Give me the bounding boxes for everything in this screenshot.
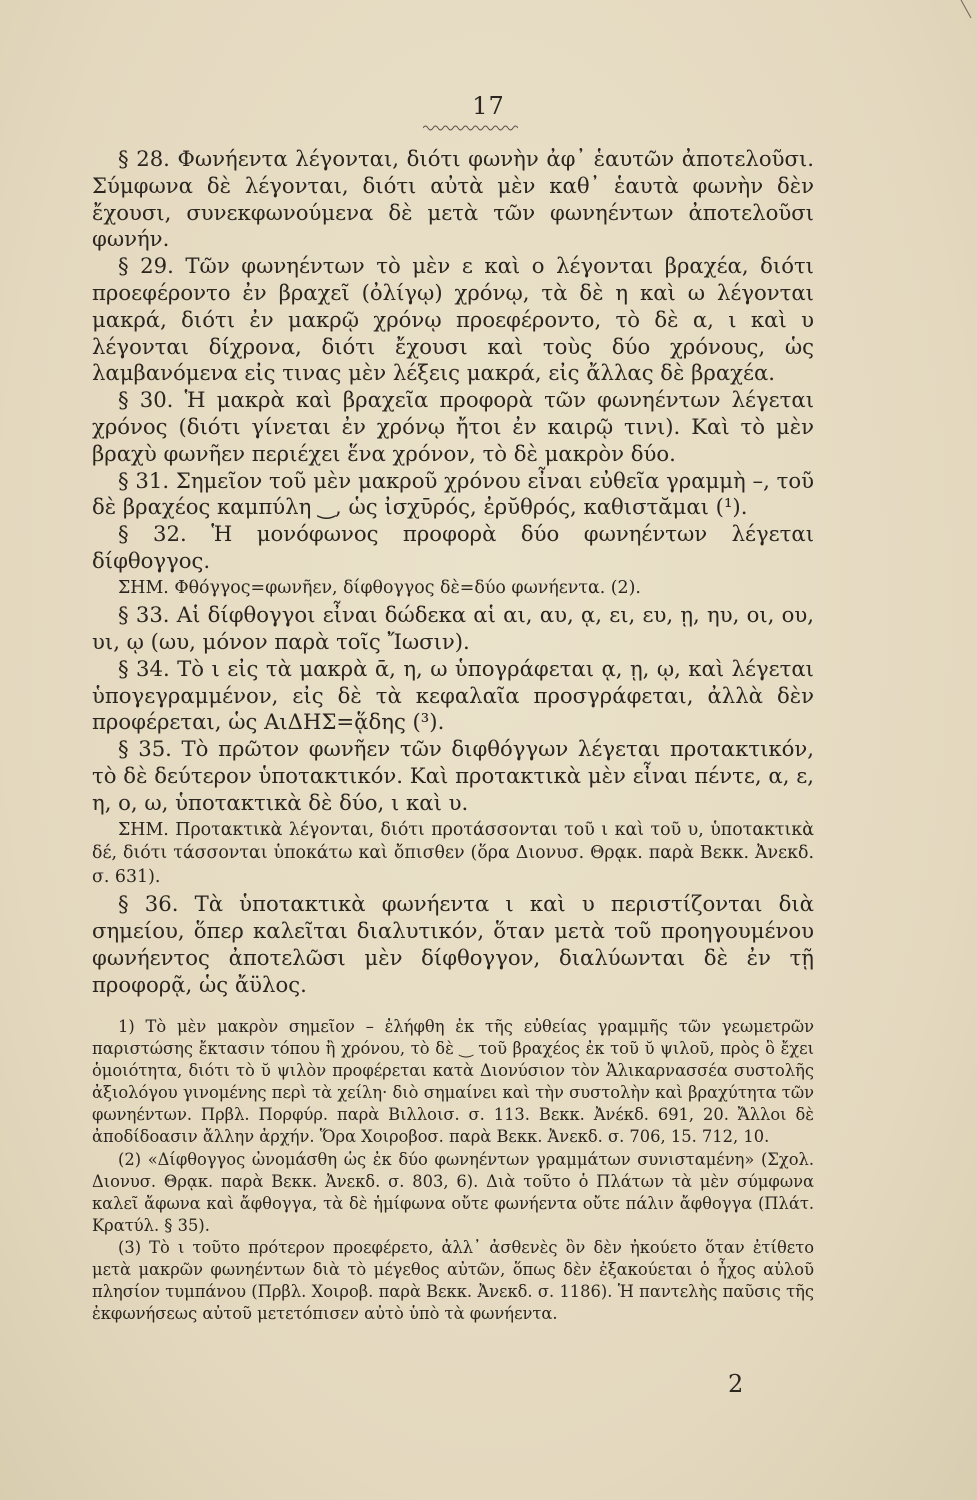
page-edge-mark [959,0,973,20]
signature-number: 2 [728,1370,744,1398]
paragraph-29: § 29. Τῶν φωνηέντων τὸ μὲν ε καὶ ο λέγονται βραχέα, διότι προεφέροντο ἐν βραχεῖ (ὀλίγῳ) χρόνῳ, τὰ δὲ η καὶ ω λέγονται μακρά, διότι ἐν μακρῷ χρόνῳ προεφέροντο, τὸ δὲ α, ι καὶ υ λέγονται δίχρονα, διότι ἔχουσι καὶ τοὺς δύο χρόνους, ὡς λαμβανόμενα εἰς τινας μὲν λέξεις μακρά, εἰς ἄλλας δὲ βραχέα. [92,253,814,386]
paragraph-30: § 30. Ἡ μακρὰ καὶ βραχεῖα προφορὰ τῶν φωνηέντων λέγεται χρόνος (διότι γίνεται ἐν χρόνῳ ἤτοι ἐν καιρῷ τινι). Καὶ τὸ μὲν βραχὺ φωνῆεν περιέχει ἕνα χρόνον, τὸ δὲ μακρὸν δύο. [92,387,814,466]
paragraph-34: § 34. Τὸ ι εἰς τὰ μακρὰ ᾱ, η, ω ὑπογράφεται ᾳ, ῃ, ῳ, καὶ λέγεται ὑπογεγραμμένον, εἰς δὲ τὰ κεφαλαῖα προσγράφεται, ἀλλὰ δὲν προφέρεται, ὡς ΑιΔΗΣ=ᾅδης (³). [92,655,814,735]
main-text [92,146,814,998]
footnote-3: (3) Τὸ ι τοῦτο πρότερον προεφέρετο, ἀλλ᾽ ἀσθενὲς ὂν δὲν ἠκούετο ὅταν ἐτίθετο μετὰ μακρῶν φωνηέντων διὰ τὸ μέγεθος αὐτῶν, ὅπως δὲν ἐξακούεται ὁ ἦχος αὐλοῦ πλησίον τυμπάνου (Πρβλ. Χοιροβ. παρὰ Βεκκ. Ἀνεκδ. σ. 1186). Ἡ παντελὴς παῦσις τῆς ἐκφωνήσεως αὐτοῦ μετετόπισεν αὐτὸ ὑπὸ τὰ φωνήεντα. [92,1237,814,1324]
footnote-2: (2) «Δίφθογγος ὠνομάσθη ὡς ἐκ δύο φωνηέντων γραμμάτων συνισταμένη» (Σχολ. Διονυσ. Θρᾳκ. παρὰ Βεκκ. Ἀνεκδ. σ. 803, 6). Διὰ τοῦτο ὁ Πλάτων τὰ μὲν σύμφωνα καλεῖ ἄφωνα καὶ ἄφθογγα, τὰ δὲ ἡμίφωνα οὔτε φωνήεντα οὔτε πάλιν ἄφθογγα (Πλάτ. Κρατύλ. § 35). [92,1149,814,1235]
note-diphthong: ΣΗΜ. Φθόγγος=φωνῆεν, δίφθογγος δὲ=δύο φωνήεντα. (2). [118,577,641,598]
paragraph-36: § 36. Τὰ ὑποτακτικὰ φωνήεντα ι καὶ υ περιστίζονται διὰ σημείου, ὅπερ καλεῖται διαλυτικόν, ὅταν μετὰ τοῦ προηγουμένου φωνήεντος ἀποτελῶσι μὲν δίφθογγον, διαλύωνται δὲ ἐν τῇ προφορᾷ, ὡς ἄϋλος. [92,891,814,997]
note-prepositive: ΣΗΜ. Προτακτικὰ λέγονται, διότι προτάσσονται τοῦ ι καὶ τοῦ υ, ὑποτακτικὰ δέ, διότι τάσσονται ὑποκάτω καὶ ὄπισθεν (ὅρα Διονυσ. Θρᾳκ. παρὰ Βεκκ. Ἀνεκδ. σ. 631). [92,819,814,887]
footnote-1: 1) Τὸ μὲν μακρὸν σημεῖον – ἐλήφθη ἐκ τῆς εὐθείας γραμμῆς τῶν γεωμετρῶν παριστώσης ἔκτασιν τόπου ἢ χρόνου, τὸ δὲ ‿ τοῦ βραχέος ἐκ τοῦ ῠ ψιλοῦ, πρὸς ὃ ἔχει ὁμοιότητα, διότι τὸ ῠ ψιλὸν προφέρεται κατὰ Διονύσιον τὸν Ἁλικαρνασσέα συστολῆς ἀξιολόγου γινομένης περὶ τὰ χείλη· διὸ σημαίνει καὶ τὴν συστολὴν καὶ βραχύτητα τῶν φωνηέντων. Πρβλ. Πορφύρ. παρὰ Βιλλοισ. σ. 113. Βεκκ. Ἀνέκδ. 691, 20. Ἄλλοι δὲ ἀποδίδοασιν ἄλλην ἀρχήν. Ὅρα Χοιροβοσ. παρὰ Βεκκ. Ἀνεκδ. σ. 706, 15. 712, 10. [92,1017,814,1147]
paragraph-33: § 33. Αἱ δίφθογγοι εἶναι δώδεκα αἱ αι, αυ, ᾳ, ει, ευ, ῃ, ηυ, οι, ου, υι, ῳ (ωυ, μόνον παρὰ τοῖς Ἴωσιν). [92,602,814,655]
header-ornament-rule [423,124,518,132]
paragraph-35: § 35. Τὸ πρῶτον φωνῆεν τῶν διφθόγγων λέγεται προτακτικόν, τὸ δὲ δεύτερον ὑποτακτικόν. Καὶ προτακτικὰ μὲν εἶναι πέντε, α, ε, η, ο, ω, ὑποτακτικὰ δὲ δύο, ι καὶ υ. [92,736,814,815]
paragraph-32: § 32. Ἡ μονόφωνος προφορὰ δύο φωνηέντων λέγεται δίφθογγος. [92,521,814,573]
paragraph-28: § 28. Φωνήεντα λέγονται, διότι φωνὴν ἀφ᾽ ἑαυτῶν ἀποτελοῦσι. Σύμφωνα δὲ λέγονται, διότι αὐτὰ μὲν καθ᾽ ἑαυτὰ φωνὴν δὲν ἔχουσι, συνεκφωνούμενα δὲ μετὰ τῶν φωνηέντων ἀποτελοῦσι φωνήν. [92,146,814,252]
footnotes [92,1016,814,1325]
page-number-top: 17 [472,92,505,120]
paragraph-31: § 31. Σημεῖον τοῦ μὲν μακροῦ χρόνου εἶναι εὐθεῖα γραμμὴ –, τοῦ δὲ βραχέος καμπύλη ‿, ὡς ἰσχῡρός, ἐρῠθρός, καθιστᾰμαι (¹). [92,467,814,520]
